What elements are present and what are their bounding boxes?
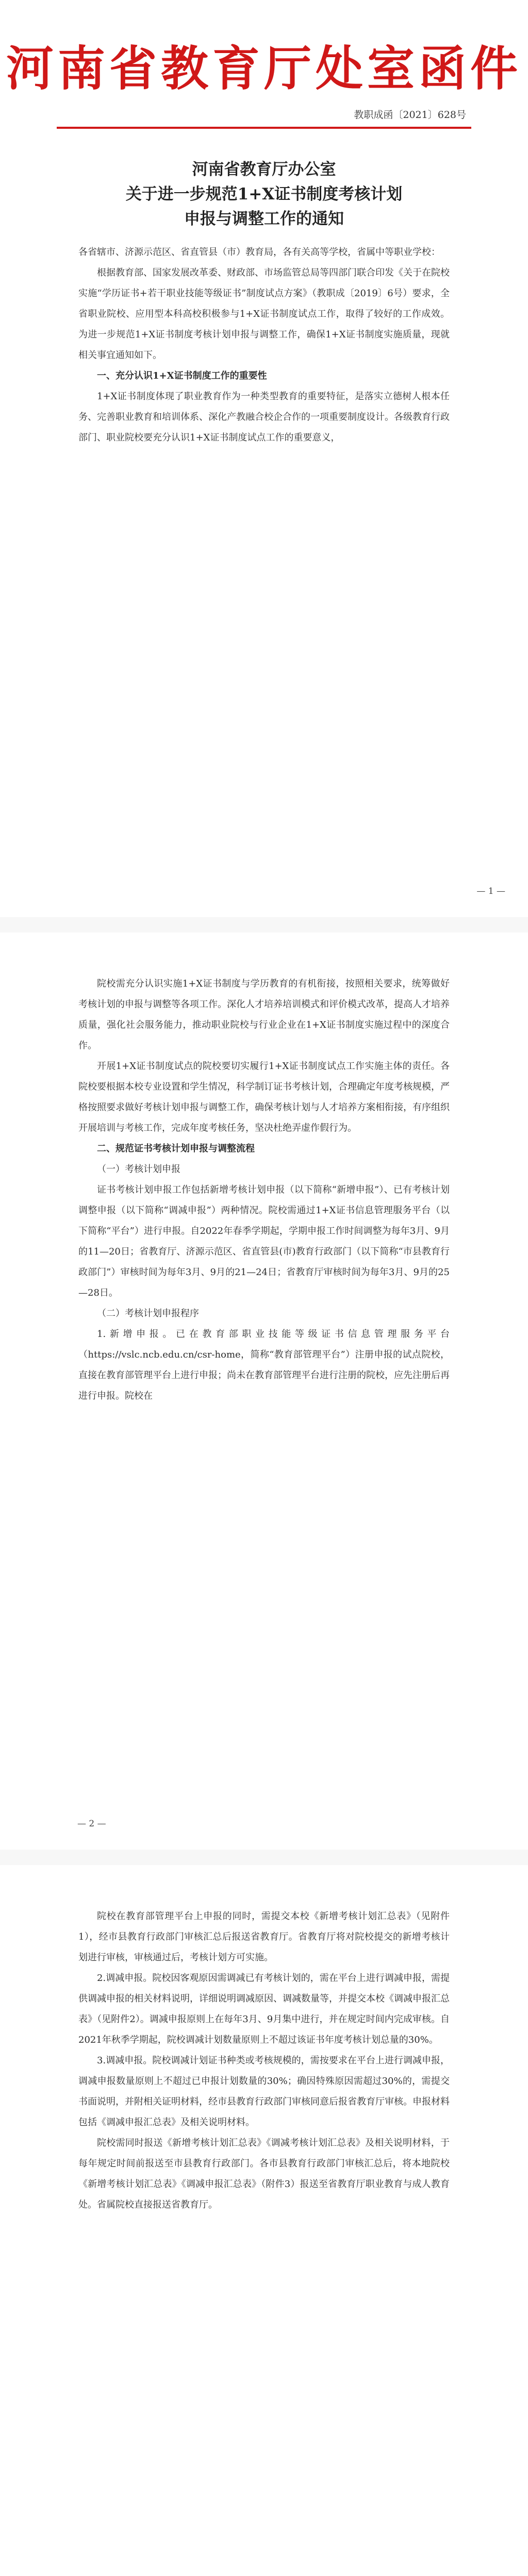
paragraph: 开展1+X证书制度试点的院校要切实履行1+X证书制度试点工作实施主体的责任。各院校要根据本校专业设置和学生情况，科学制订证书考核计划，合理确定年度考核规模，严格按照要求做好考核计划申报与调整工作，确保考核计划与人才培养方案相衔接，有序组织开展培训与考核工作，完成年度考核任务，坚决杜绝弄虚作假行为。 <box>78 1061 450 1133</box>
page-1 <box>0 0 528 917</box>
paragraph: 院校需充分认识实施1+X证书制度与学历教育的有机衔接，按照相关要求，统筹做好考核计划的申报与调整等各项工作。深化人才培养培训模式和评价模式改革，提高人才培养质量，强化社会服务能力，推动职业院校与行业企业在1+X证书制度实施过程中的深度合作。 <box>78 978 450 1051</box>
paragraph: 1.新增申报。已在教育部职业技能等级证书信息管理服务平台（https://vslc.ncb.edu.cn/csr-home，简称“教育部管理平台”）注册申报的试点院校，直接在教育部管理平台上进行申报；尚未在教育部管理平台进行注册的院校，应先注册后再进行申报。院校在 <box>78 1329 450 1401</box>
intro-paragraph: 根据教育部、国家发展改革委、财政部、市场监管总局等四部门联合印发《关于在院校实施“学历证书+若干职业技能等级证书”制度试点方案》（教职成〔2019〕6号）要求，全省职业院校、应用型本科高校积极参与1+X证书制度试点工作，取得了较好的工作成效。为进一步规范1+X证书制度考核计划申报与调整工作，确保1+X证书制度实施质量，现就相关事宜通知如下。 <box>78 267 450 361</box>
section-heading-2: 二、规范证书考核计划申报与调整流程 <box>97 1143 255 1154</box>
title-line-1: 河南省教育厅办公室 <box>192 160 336 179</box>
page-2-body <box>78 974 450 1406</box>
page-number: — 2 — <box>77 1819 106 1829</box>
document-title <box>0 157 528 231</box>
paragraph: 证书考核计划申报工作包括新增考核计划申报（以下简称“新增申报”）、已有考核计划调整申报（以下简称“调减申报”）两种情况。院校需通过1+X证书信息管理服务平台（以下简称“平台”）进行申报。自2022年春季学期起，学期申报工作时间调整为每年3月、9月的11—20日；省教育厅、济源示范区、省直管县(市)教育行政部门（以下简称“市县教育行政部门”）审核时间为每年3月、9月的21—24日；省教育厅审核时间为每年3月、9月的25—28日。 <box>78 1184 450 1298</box>
page-1-body <box>78 242 450 448</box>
title-line-3: 申报与调整工作的通知 <box>184 210 344 228</box>
paragraph: 2.调减申报。院校因客观原因需调减已有考核计划的，需在平台上进行调减申报，需提供调减申报的相关材料说明，详细说明调减原因、调减数量等，并提交本校《调减申报汇总表》（见附件2）。调减申报原则上在每年3月、9月集中进行，并在规定时间内完成审核。自2021年秋季学期起，院校调减计划数量原则上不超过该证书年度考核计划总量的30%。 <box>78 1973 450 2045</box>
red-divider-line <box>57 127 471 129</box>
subsection-heading: （一）考核计划申报 <box>97 1164 180 1175</box>
paragraph: 院校在教育部管理平台上申报的同时，需提交本校《新增考核计划汇总表》（见附件1），经市县教育行政部门审核汇总后报送省教育厅。省教育厅将对院校提交的新增考核计划进行审核，审核通过后，考核计划方可实施。 <box>78 1911 450 1963</box>
paragraph: 院校需同时报送《新增考核计划汇总表》《调减考核计划汇总表》及相关说明材料，于每年规定时间前报送至市县教育行政部门。各市县教育行政部门审核汇总后，将本地院校《新增考核计划汇总表》《调减申报汇总表》（附件3）报送至省教育厅职业教育与成人教育处。省属院校直接报送省教育厅。 <box>78 2138 450 2210</box>
page-number: — 1 — <box>476 886 505 896</box>
page-3 <box>0 1865 528 2576</box>
paragraph: 3.调减申报。院校调减计划证书种类或考核规模的，需按要求在平台上进行调减申报，调减申报数量原则上不超过已申报计划数量的30%；确因特殊原因需超过30%的，需提交书面说明，并附相关证明材料，经市县教育行政部门审核同意后报省教育厅审核。申报材料包括《调减申报汇总表》及相关说明材料。 <box>78 2055 450 2128</box>
document-number: 教职成函〔2021〕628号 <box>354 109 466 121</box>
masthead: 河南省教育厅处室函件 <box>6 41 522 96</box>
page-2 <box>0 933 528 1850</box>
subsection-heading: （二）考核计划申报程序 <box>97 1308 199 1319</box>
salutation: 各省辖市、济源示范区、省直管县（市）教育局，各有关高等学校，省属中等职业学校： <box>78 247 440 258</box>
section-heading-1: 一、充分认识1+X证书制度工作的重要性 <box>97 370 267 381</box>
page-3-body <box>78 1906 450 2215</box>
paragraph: 1+X证书制度体现了职业教育作为一种类型教育的重要特征，是落实立德树人根本任务、完善职业教育和培训体系、深化产教融合校企合作的一项重要制度设计。各级教育行政部门、职业院校要充分认识1+X证书制度试点工作的重要意义， <box>78 391 450 443</box>
title-line-2: 关于进一步规范1+X证书制度考核计划 <box>125 185 403 204</box>
